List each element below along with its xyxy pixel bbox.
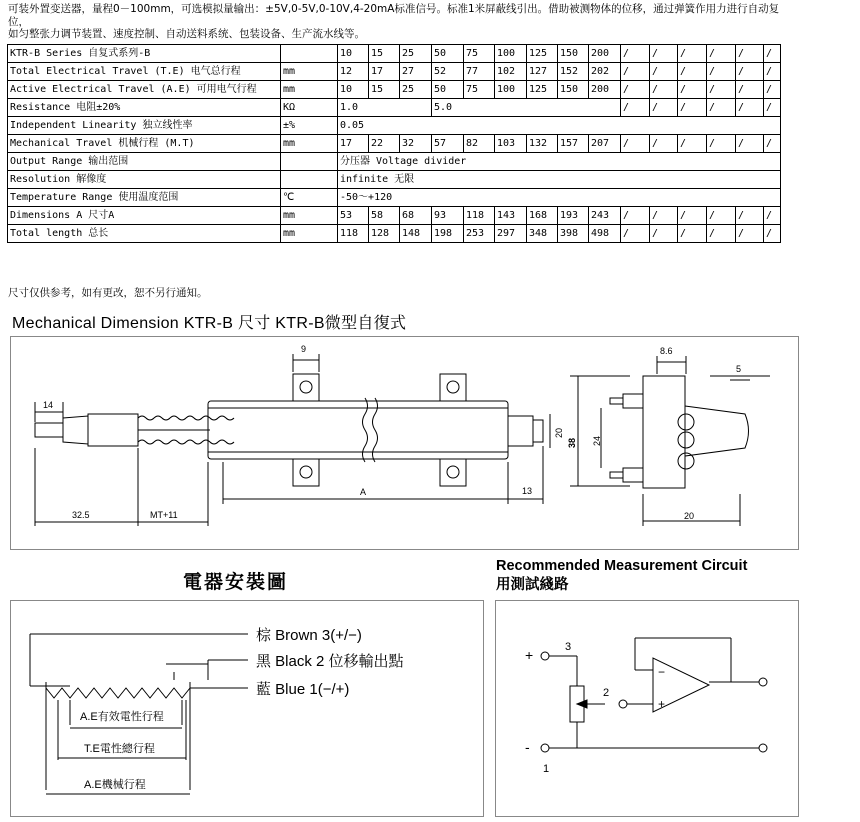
spec-value: 75 [464,45,495,63]
spec-label: Independent Linearity 独立线性率 [8,117,281,135]
disclaimer-note: 尺寸仅供参考，如有更改，恕不另行通知。 [8,287,208,299]
spec-row [8,117,781,135]
electrical-diagram [10,600,485,818]
spec-value: / [764,135,781,153]
spec-label: Temperature Range 使用温度范围 [8,189,281,207]
spec-value: / [707,81,736,99]
spec-value: 193 [558,207,589,225]
circuit-title-cn: 用測試綫路 [496,577,569,593]
spec-value: 100 [495,45,527,63]
spec-value: 27 [400,63,432,81]
spec-value: 5.0 [432,99,621,117]
spec-value: 243 [589,207,621,225]
dim-5: 5 [736,364,742,374]
spec-value: 297 [495,225,527,243]
spec-value: / [678,99,707,117]
mechanical-dimension-title: Mechanical Dimension KTR-B 尺寸 KTR-B微型自復式 [12,315,407,332]
spec-row [8,225,781,243]
dim-32-5: 32.5 [72,510,90,520]
spec-unit [281,45,338,63]
opamp-minus: − [658,665,666,679]
spec-value: / [650,207,678,225]
dim-mt-11: MT+11 [150,510,178,520]
spec-value: 15 [369,45,400,63]
spec-row [8,135,781,153]
spec-value: 22 [369,135,400,153]
spec-value: 100 [495,81,527,99]
spec-value: 分压器 Voltage divider [338,153,781,171]
spec-label: Output Range 输出范围 [8,153,281,171]
spec-value: 32 [400,135,432,153]
spec-value: / [736,81,764,99]
spec-row [8,171,781,189]
spec-value: / [736,225,764,243]
spec-table [7,44,781,243]
spec-value: / [764,63,781,81]
spec-value: 53 [338,207,369,225]
pin-2-label: 2 [603,687,610,699]
spec-unit: mm [281,81,338,99]
spec-value: 125 [527,81,558,99]
spec-value: / [621,45,650,63]
spec-value: 52 [432,63,464,81]
spec-value: / [678,135,707,153]
spec-unit: ±% [281,117,338,135]
spec-unit: mm [281,63,338,81]
spec-value: / [736,63,764,81]
dim-8-6: 8.6 [660,346,673,356]
spec-value: / [650,225,678,243]
spec-value: 348 [527,225,558,243]
spec-value: / [650,135,678,153]
spec-value: / [678,207,707,225]
spec-unit: mm [281,135,338,153]
spec-value: / [678,81,707,99]
spec-value: 15 [369,81,400,99]
spec-value: infinite 无限 [338,171,781,189]
spec-label: Total Electrical Travel (T.E) 电气总行程 [8,63,281,81]
dim-20-vertical: 20 [554,427,564,438]
spec-value: 253 [464,225,495,243]
spec-value: 50 [432,45,464,63]
spec-value: / [736,135,764,153]
spec-value: 157 [558,135,589,153]
spec-value: 82 [464,135,495,153]
spec-label: Active Electrical Travel (A.E) 可用电气行程 [8,81,281,99]
spec-value: 57 [432,135,464,153]
spec-row [8,207,781,225]
spec-value: 75 [464,81,495,99]
spec-label: Resolution 解像度 [8,171,281,189]
spec-value: / [707,63,736,81]
spec-value: 50 [432,81,464,99]
spec-value: 150 [558,45,589,63]
terminal-minus: - [525,739,530,755]
wire-black: 黑 Black 2 位移輸出點 [256,653,404,670]
spec-value: 25 [400,81,432,99]
spec-value: 103 [495,135,527,153]
measurement-circuit [495,600,800,818]
spec-value: / [621,81,650,99]
spec-value: 68 [400,207,432,225]
spec-value: -50～+120 [338,189,781,207]
pin-1-label: 1 [543,763,550,775]
spec-label: Total length 总长 [8,225,281,243]
spec-value: / [764,45,781,63]
spec-value: 202 [589,63,621,81]
spec-row [8,99,781,117]
spec-row [8,81,781,99]
dim-13: 13 [522,486,533,496]
label-ae-mech: A.E機械行程 [84,779,146,791]
spec-value: / [650,99,678,117]
spec-value: 200 [589,45,621,63]
spec-value: / [764,81,781,99]
spec-value: 1.0 [338,99,432,117]
spec-label: Resistance 电阻±20% [8,99,281,117]
spec-unit: mm [281,207,338,225]
electrical-installation-title: 電器安裝圖 [183,571,289,593]
spec-value: / [707,207,736,225]
spec-value: / [764,225,781,243]
spec-value: 12 [338,63,369,81]
spec-value: / [621,225,650,243]
label-te: T.E電性總行程 [84,743,155,755]
intro-line-3: 如匀整张力调节装置、速度控制、自动送料系统、包装设备、生产流水线等。 [8,28,365,40]
spec-value: / [736,45,764,63]
spec-value: 127 [527,63,558,81]
dim-14: 14 [43,400,54,410]
spec-value: / [621,135,650,153]
intro-text [8,3,858,41]
spec-value: 0.05 [338,117,781,135]
spec-value: 198 [432,225,464,243]
spec-row [8,189,781,207]
spec-value: / [678,225,707,243]
mechanical-drawing [10,336,800,551]
spec-value: 200 [589,81,621,99]
spec-unit [281,153,338,171]
spec-label: Dimensions A 尺寸A [8,207,281,225]
spec-value: / [621,63,650,81]
spec-unit: ℃ [281,189,338,207]
spec-value: / [621,99,650,117]
spec-value: 10 [338,45,369,63]
wire-brown: 棕 Brown 3(+/−) [256,627,362,644]
spec-unit: mm [281,225,338,243]
spec-value: / [678,45,707,63]
spec-value: / [736,207,764,225]
dim-9: 9 [301,344,307,354]
spec-value: 148 [400,225,432,243]
circuit-title-en: Recommended Measurement Circuit [496,558,748,574]
spec-value: 17 [338,135,369,153]
spec-value: / [707,99,736,117]
wire-blue: 藍 Blue 1(−/+) [256,681,350,698]
spec-value: 143 [495,207,527,225]
spec-value: 118 [338,225,369,243]
dim-38: 38 [567,437,577,448]
intro-line-1: 可装外置变送器，量程0－100mm，可选模拟量输出：±5V,0-5V,0-10V,4-20mA标准信号。标准1米屏蔽线引出。借助被测物体的位移，通过弹簧作用力进行自动复 [8,3,780,15]
spec-value: / [736,99,764,117]
spec-unit: KΩ [281,99,338,117]
spec-value: 207 [589,135,621,153]
spec-value: 498 [589,225,621,243]
dim-24: 24 [592,435,602,446]
spec-value: 152 [558,63,589,81]
spec-value: / [650,45,678,63]
spec-value: 102 [495,63,527,81]
pin-3-label: 3 [565,641,572,653]
spec-value: / [621,207,650,225]
intro-line-2: 位， [8,15,29,28]
spec-value: 150 [558,81,589,99]
spec-value: / [764,207,781,225]
spec-value: 58 [369,207,400,225]
spec-value: / [678,63,707,81]
terminal-plus: + [525,647,534,663]
spec-value: 125 [527,45,558,63]
spec-label: Mechanical Travel 机械行程 (M.T) [8,135,281,153]
spec-unit [281,171,338,189]
spec-value: 128 [369,225,400,243]
spec-table-body [8,45,781,243]
spec-label: KTR-B Series 自复式系列-B [8,45,281,63]
spec-value: / [707,45,736,63]
spec-value: 132 [527,135,558,153]
label-ae-effective: A.E有效電性行程 [80,711,164,723]
spec-value: 25 [400,45,432,63]
spec-value: / [764,99,781,117]
dim-20-horizontal: 20 [684,511,695,521]
opamp-plus: + [658,697,666,711]
circuit-title [496,557,747,595]
spec-value: / [650,81,678,99]
spec-value: 93 [432,207,464,225]
spec-row [8,153,781,171]
dim-a: A [360,487,367,497]
spec-value: / [650,63,678,81]
spec-value: / [707,225,736,243]
spec-value: 118 [464,207,495,225]
spec-value: 168 [527,207,558,225]
spec-value: 77 [464,63,495,81]
spec-row [8,45,781,63]
spec-value: 398 [558,225,589,243]
spec-row [8,63,781,81]
spec-value: 10 [338,81,369,99]
spec-value: / [707,135,736,153]
spec-value: 17 [369,63,400,81]
